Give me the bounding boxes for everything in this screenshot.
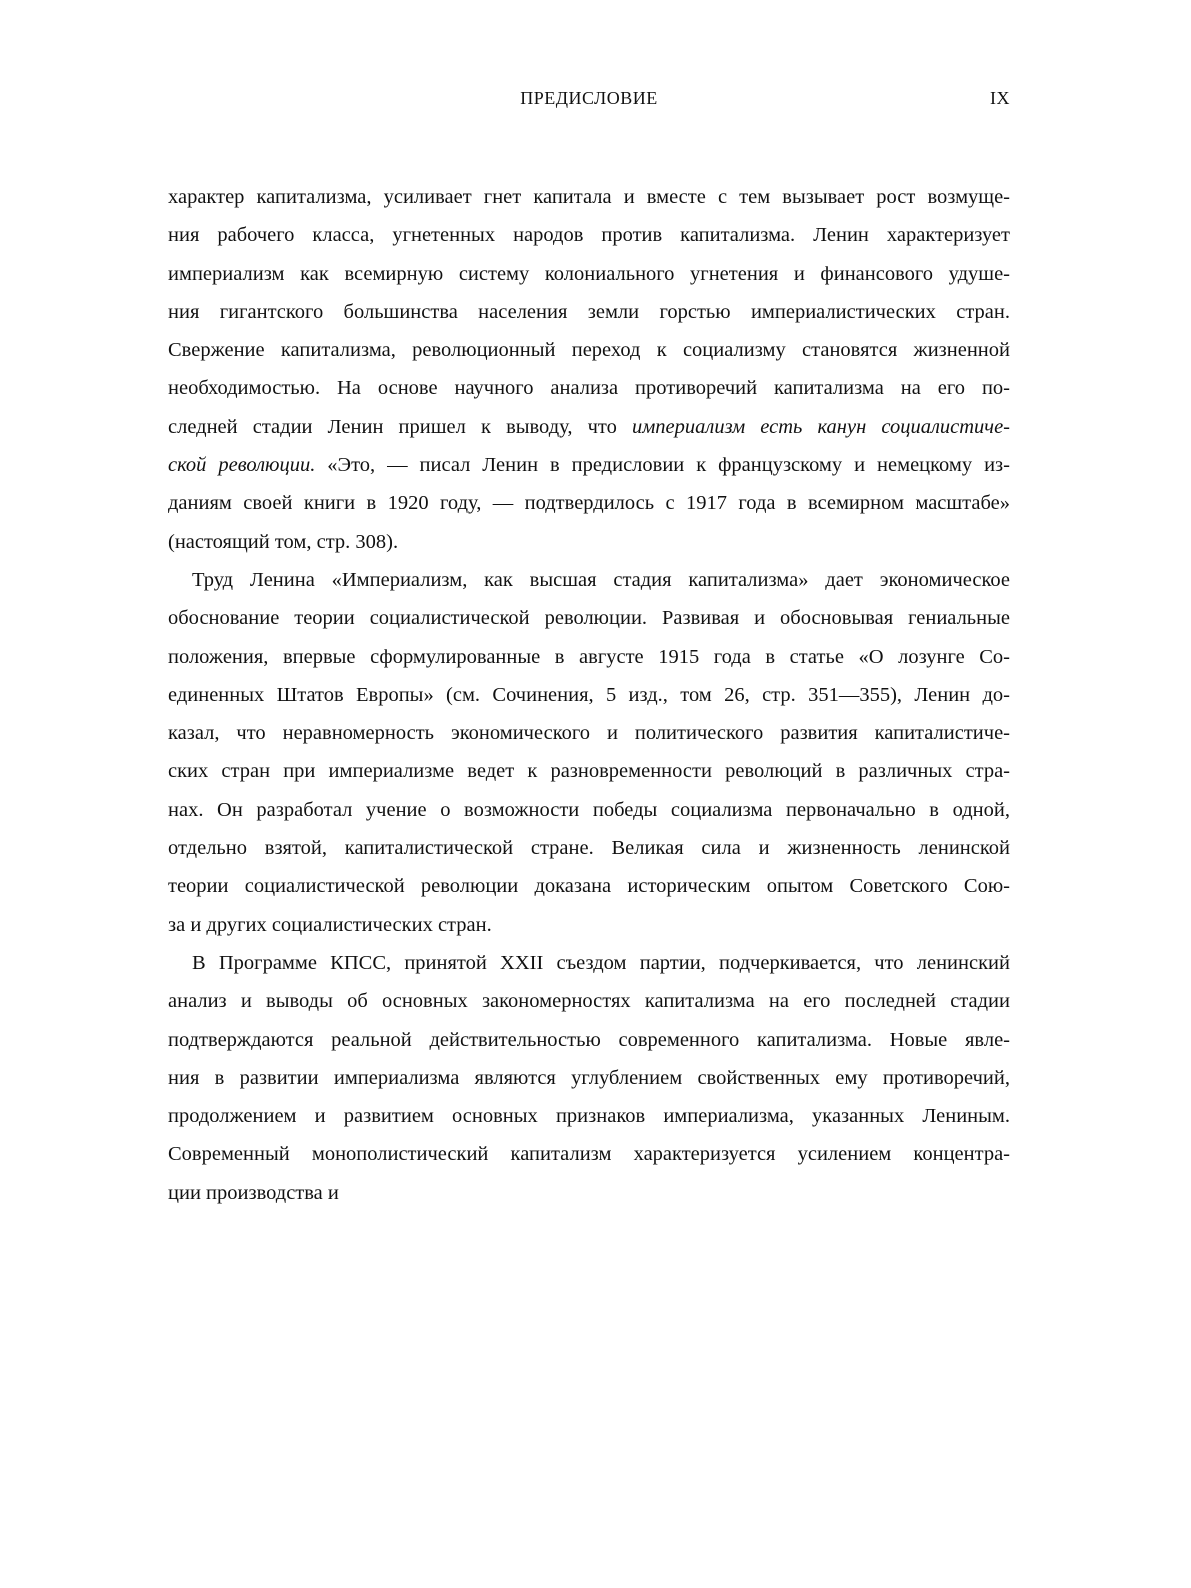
text-line: даниям своей книги в 1920 году, — подтвердилось с 1917 года в всемирном масштабе» xyxy=(168,492,1010,515)
text-line: Свержение капитализма, революционный переход к социализму становятся жизненной xyxy=(168,339,1010,362)
running-title: ПРЕДИСЛОВИЕ xyxy=(520,88,658,108)
text-line: теории социалистической революции доказана историческим опытом Советского Сою- xyxy=(168,875,1010,898)
text-line: ния гигантского большинства населения земли горстью империалистических стран. xyxy=(168,300,1010,323)
italic-run: ской революции. xyxy=(168,454,316,477)
text-line: Труд Ленина «Империализм, как высшая стадия капитализма» дает экономическое xyxy=(192,568,1010,591)
text-line: единенных Штатов Европы» (см. Сочинения, 5 изд., том 26, стр. 351—355), Ленин до- xyxy=(168,683,1010,706)
text-line: отдельно взятой, капиталистической стране. Великая сила и жизненность ленинской xyxy=(168,837,1010,860)
text-run: «Это, — писал Ленин в предисловии к французскому и немецкому из- xyxy=(315,454,1010,477)
text-line: ния в развитии империализма являются углублением свойственных ему противоречий, xyxy=(168,1066,1010,1089)
page-number: IX xyxy=(990,88,1010,108)
body-text xyxy=(168,178,1010,1212)
text-line: подтверждаются реальной действительностью современного капитализма. Новые явле- xyxy=(168,1028,1010,1051)
text-line: (настоящий том, стр. 308). xyxy=(168,530,399,553)
text-run: следней стадии Ленин пришел к выводу, что xyxy=(168,415,632,438)
text-line xyxy=(168,408,1010,446)
text-line: ции производства и xyxy=(168,1181,339,1204)
text-line: казал, что неравномерность экономического и политического развития капиталистиче- xyxy=(168,722,1010,745)
text-line: положения, впервые сформулированные в августе 1915 года в статье «О лозунге Со- xyxy=(168,645,1010,668)
text-line: ских стран при империализме ведет к разновременности революций в различных стра- xyxy=(168,760,1010,783)
text-line: анализ и выводы об основных закономерностях капитализма на его последней стадии xyxy=(168,990,1010,1013)
text-line: Современный монополистический капитализм характеризуется усилением концентра- xyxy=(168,1143,1010,1166)
text-line: В Программе КПСС, принятой XXII съездом партии, подчеркивается, что ленинский xyxy=(192,951,1010,974)
text-line: нах. Он разработал учение о возможности победы социализма первоначально в одной, xyxy=(168,798,1010,821)
text-line: продолжением и развитием основных признаков империализма, указанных Лениным. xyxy=(168,1105,1010,1128)
paragraph-2 xyxy=(168,561,1010,944)
text-line: ния рабочего класса, угнетенных народов против капитализма. Ленин характеризует xyxy=(168,224,1010,247)
text-line xyxy=(168,446,1010,484)
paragraph-3 xyxy=(168,944,1010,1212)
text-line: обоснование теории социалистической революции. Развивая и обосновывая гениальные xyxy=(168,607,1010,630)
text-line: за и других социалистических стран. xyxy=(168,913,492,936)
italic-run: империализм есть канун социалистиче- xyxy=(631,415,1010,438)
text-line: империализм как всемирную систему колониального угнетения и финансового удуше- xyxy=(168,262,1010,285)
text-line: необходимостью. На основе научного анализа противоречий капитализма на его по- xyxy=(168,377,1010,400)
running-head xyxy=(168,88,1010,114)
paragraph-1 xyxy=(168,178,1010,561)
text-line: характер капитализма, усиливает гнет капитала и вместе с тем вызывает рост возмуще- xyxy=(168,186,1010,208)
